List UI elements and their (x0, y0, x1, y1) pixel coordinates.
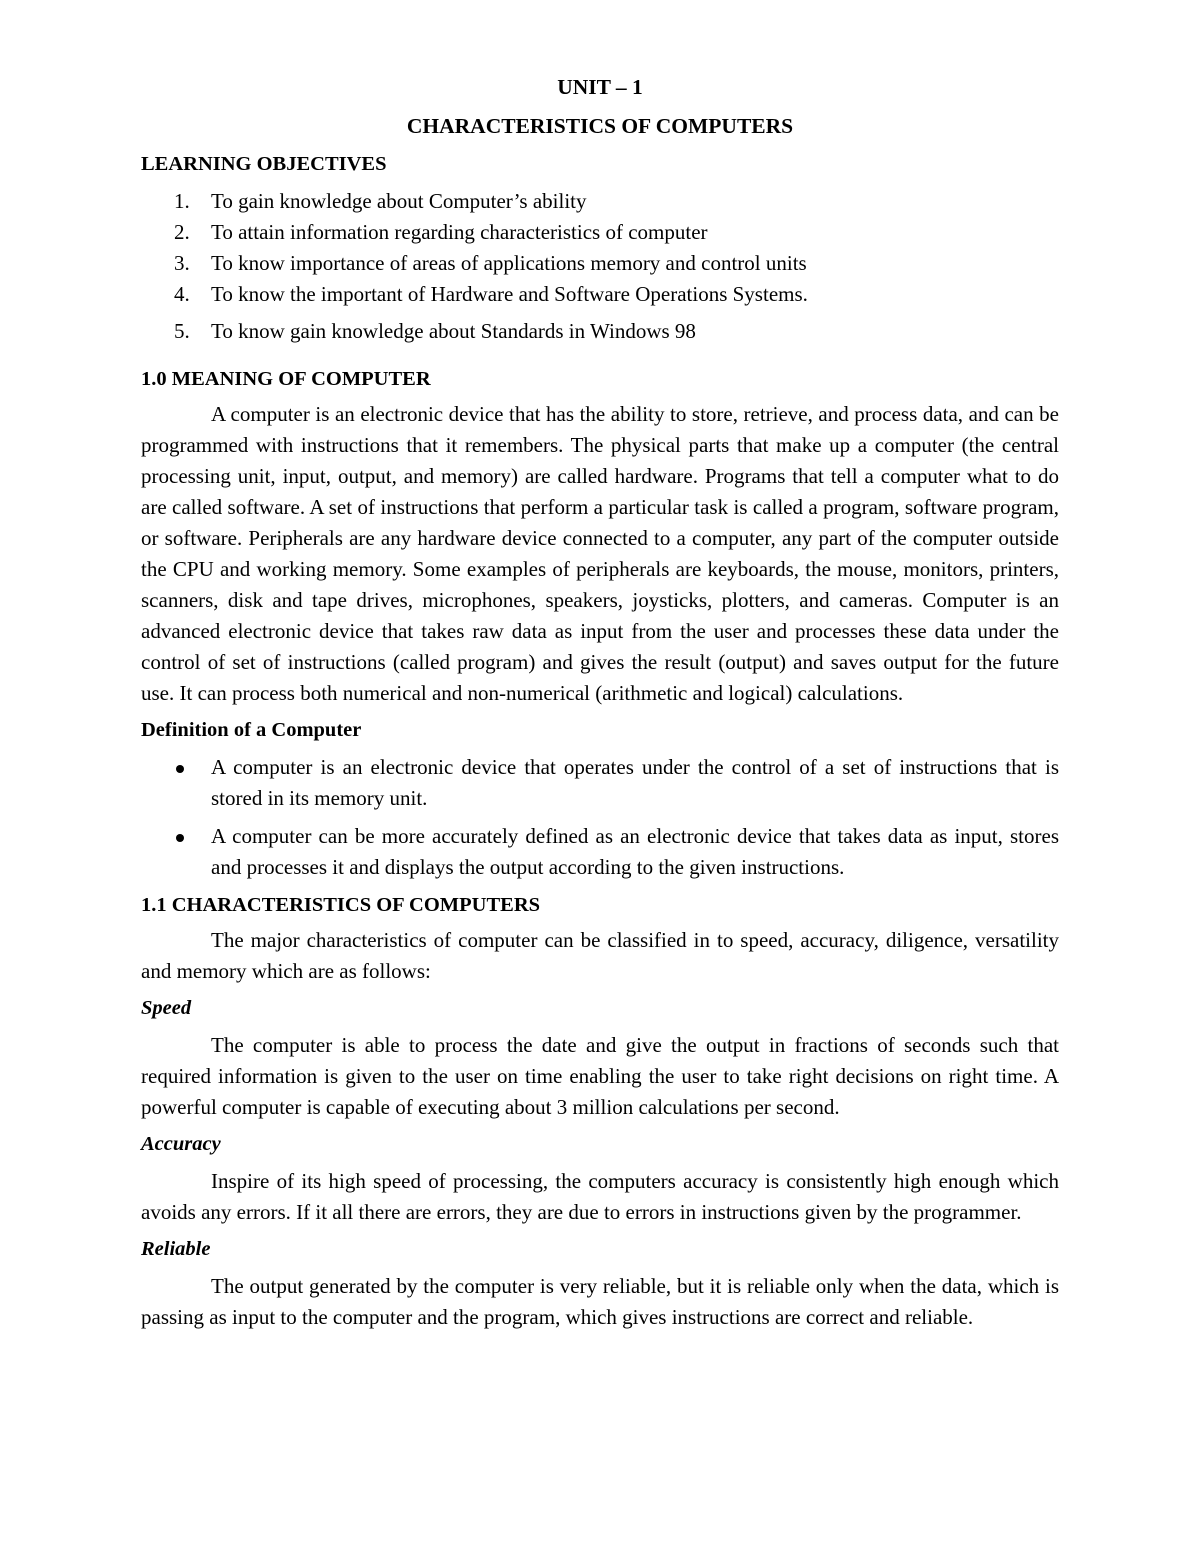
objective-number: 4. (174, 282, 190, 306)
definition-bullet-text: A computer is an electronic device that operates under the control of a set of instructions that is stored in its memory unit. (211, 755, 1059, 810)
accuracy-paragraph: Inspire of its high speed of processing, the computers accuracy is consistently high enough which avoids any errors. If it all there are errors, they are due to errors in instructions given by the programmer. (141, 1169, 1059, 1224)
speed-paragraph: The computer is able to process the date and give the output in fractions of seconds such that required information is given to the user on time enabling the user to take right decisions on right time. A powerful computer is capable of executing about 3 million calculations per second. (141, 1033, 1059, 1119)
definition-heading: Definition of a Computer (141, 719, 362, 741)
objective-number: 3. (174, 251, 190, 275)
objective-text: To attain information regarding characteristics of computer (211, 220, 708, 244)
definition-bullet-list (141, 752, 1059, 883)
document-body (141, 72, 1059, 1333)
objective-text: To know importance of areas of applications memory and control units (211, 251, 807, 275)
reliable-heading: Reliable (141, 1238, 211, 1260)
accuracy-heading: Accuracy (141, 1133, 221, 1155)
document-title: CHARACTERISTICS OF COMPUTERS (406, 114, 794, 138)
speed-heading: Speed (141, 997, 192, 1019)
reliable-paragraph: The output generated by the computer is very reliable, but it is reliable only when the data, which is passing as input to the computer and the program, which gives instructions are correct and reliable. (141, 1274, 1059, 1329)
definition-bullet-item (141, 821, 1059, 883)
bullet-icon (176, 765, 184, 773)
characteristics-heading: 1.1 CHARACTERISTICS OF COMPUTERS (141, 894, 541, 916)
meaning-of-computer-paragraph: A computer is an electronic device that has the ability to store, retrieve, and process data, and can be programmed with instructions that it remembers. The physical parts that make up a computer (the central processing unit, input, output, and memory) are called hardware. Programs that tell a computer what to do are called software. A set of instructions that perform a particular task is called a program, software program, or software. Peripherals are any hardware device connected to a computer, any part of the computer outside the CPU and working memory. Some examples of peripherals are keyboards, the mouse, monitors, printers, scanners, disk and tape drives, microphones, speakers, joysticks, plotters, and cameras. Computer is an advanced electronic device that takes raw data as input from the user and processes these data under the control of set of instructions (called program) and gives the result (output) and saves output for the future use. It can process both numerical and non-numerical (arithmetic and logical) calculations. (141, 402, 1059, 705)
definition-bullet-item (141, 752, 1059, 814)
objective-number: 1. (174, 189, 190, 213)
definition-bullet-text: A computer can be more accurately defined as an electronic device that takes data as input, stores and processes it and displays the output according to the given instructions. (211, 824, 1059, 879)
objective-number: 2. (174, 220, 190, 244)
objective-text: To gain knowledge about Computer’s ability (211, 189, 587, 213)
objective-number: 5. (174, 319, 190, 343)
objective-item (141, 316, 1059, 347)
meaning-of-computer-heading: 1.0 MEANING OF COMPUTER (141, 368, 431, 390)
objective-text: To know the important of Hardware and Software Operations Systems. (211, 282, 808, 306)
bullet-icon (176, 834, 184, 842)
objective-text: To know gain knowledge about Standards in Windows 98 (211, 319, 696, 343)
objective-item (141, 279, 1059, 310)
unit-title: UNIT – 1 (557, 75, 643, 99)
learning-objectives-list (141, 186, 1059, 347)
learning-objectives-heading: LEARNING OBJECTIVES (141, 153, 387, 175)
characteristics-intro: The major characteristics of computer can be classified in to speed, accuracy, diligence, versatility and memory which are as follows: (141, 928, 1059, 983)
objective-item (141, 217, 1059, 248)
objective-item (141, 186, 1059, 217)
objective-item (141, 248, 1059, 279)
